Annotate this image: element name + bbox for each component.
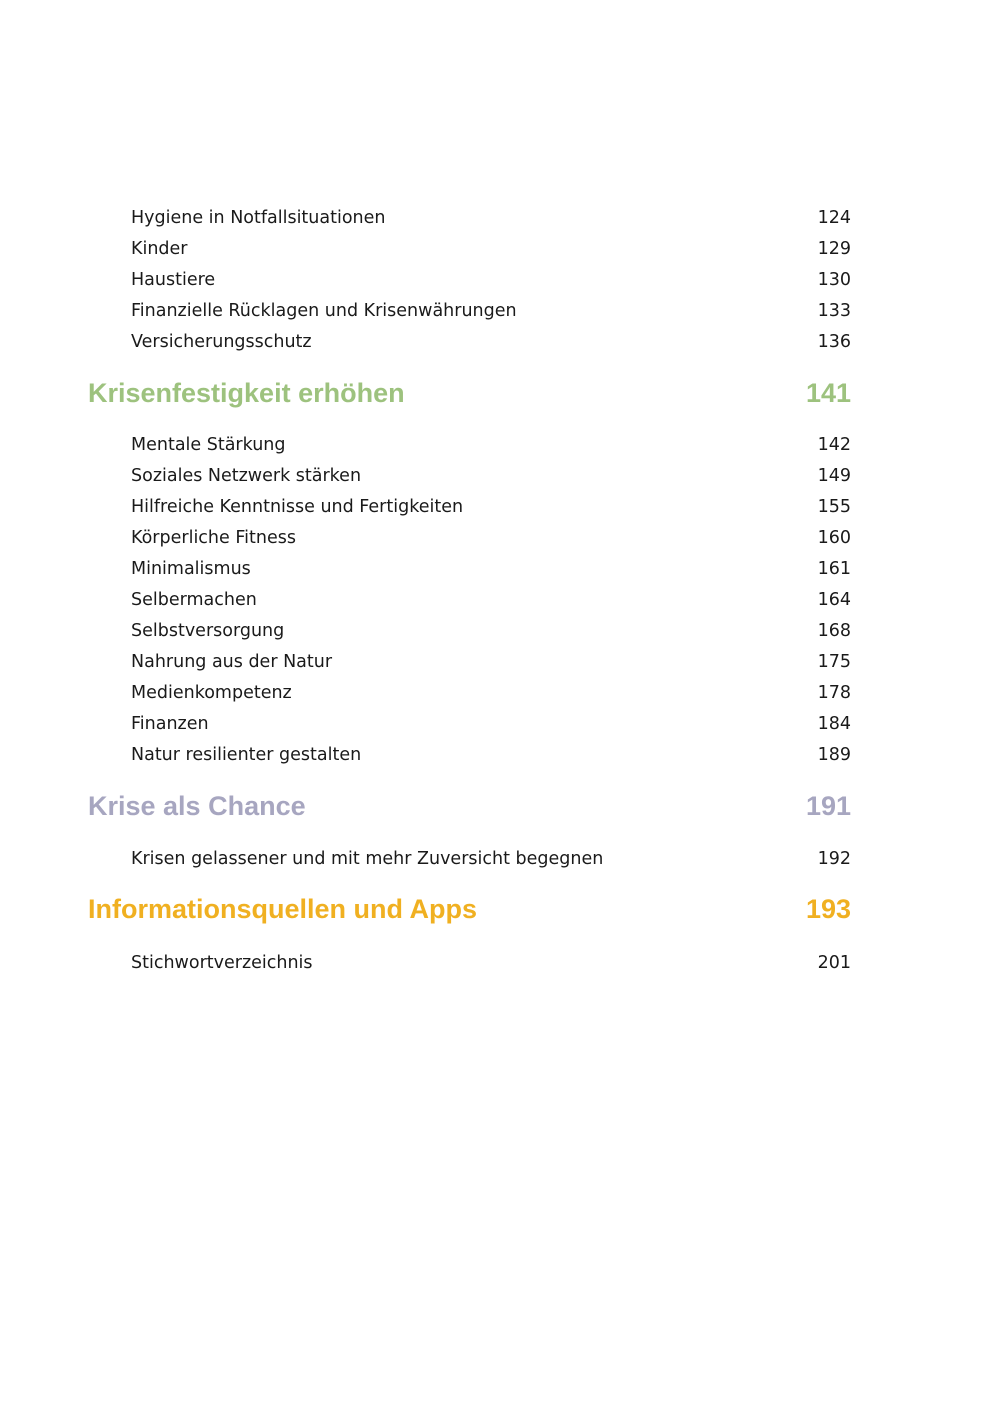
toc-section-page: 191: [805, 791, 851, 821]
toc-entry[interactable]: [88, 203, 851, 234]
toc-entry-page: 136: [817, 332, 851, 352]
toc-entry-page: 149: [817, 466, 851, 486]
toc-entry-title: Hilfreiche Kenntnisse und Fertigkeiten: [131, 497, 464, 517]
toc-entry[interactable]: [88, 844, 851, 875]
toc-entry-title: Krisen gelassener und mit mehr Zuversicht begegnen: [131, 849, 604, 869]
toc-entry[interactable]: [88, 327, 851, 358]
toc-entry-title: Haustiere: [131, 270, 216, 290]
toc-section-heading[interactable]: [88, 889, 851, 929]
toc-entry-page: 184: [817, 714, 851, 734]
toc-entry[interactable]: [88, 740, 851, 771]
toc-entry-page: 142: [817, 435, 851, 455]
toc-entry-title: Finanzen: [131, 714, 209, 734]
toc-section-page: 193: [805, 894, 851, 924]
toc-entry-page: 160: [817, 528, 851, 548]
toc-entry-page: 161: [817, 559, 851, 579]
toc-entry-title: Kinder: [131, 239, 188, 259]
toc-entry[interactable]: [88, 430, 851, 461]
toc-entry-title: Selbermachen: [131, 590, 257, 610]
toc-section-page: 141: [805, 378, 851, 408]
toc-entry-page: 129: [817, 239, 851, 259]
toc-entry[interactable]: [88, 265, 851, 296]
toc-entry-title: Natur resilienter gestalten: [131, 745, 362, 765]
toc-entry-page: 201: [817, 953, 851, 973]
toc-entry[interactable]: [88, 585, 851, 616]
toc-entry-page: 164: [817, 590, 851, 610]
toc-entry-title: Minimalismus: [131, 559, 251, 579]
toc-section-title: Informationsquellen und Apps: [88, 894, 477, 924]
toc-entry-page: 168: [817, 621, 851, 641]
toc-entry-title: Finanzielle Rücklagen und Krisenwährungen: [131, 301, 517, 321]
toc-section-title: Krise als Chance: [88, 791, 306, 821]
toc-entry-title: Medienkompetenz: [131, 683, 292, 703]
toc-entry-title: Soziales Netzwerk stärken: [131, 466, 362, 486]
toc-entry[interactable]: [88, 709, 851, 740]
toc-entry[interactable]: [88, 523, 851, 554]
toc-entry-title: Stichwortverzeichnis: [131, 953, 313, 973]
toc-entry[interactable]: [88, 492, 851, 523]
toc-entry[interactable]: [88, 647, 851, 678]
toc-entry-page: 130: [817, 270, 851, 290]
toc-entry[interactable]: [88, 554, 851, 585]
toc-entry-title: Mentale Stärkung: [131, 435, 286, 455]
toc-entry-title: Versicherungsschutz: [131, 332, 312, 352]
table-of-contents: [88, 203, 851, 979]
toc-entry-page: 192: [817, 849, 851, 869]
toc-entry[interactable]: [88, 296, 851, 327]
toc-entry[interactable]: [88, 234, 851, 265]
toc-entry-title: Selbstversorgung: [131, 621, 285, 641]
toc-entry[interactable]: [88, 678, 851, 709]
toc-entry-title: Hygiene in Notfallsituationen: [131, 208, 386, 228]
toc-section-title: Krisenfestigkeit erhöhen: [88, 378, 405, 408]
toc-entry-page: 178: [817, 683, 851, 703]
toc-entry-page: 133: [817, 301, 851, 321]
toc-entry-title: Nahrung aus der Natur: [131, 652, 333, 672]
toc-section-heading[interactable]: [88, 786, 851, 826]
toc-entry[interactable]: [88, 616, 851, 647]
toc-entry-page: 155: [817, 497, 851, 517]
toc-entry-page: 189: [817, 745, 851, 765]
toc-entry-page: 175: [817, 652, 851, 672]
toc-section-heading[interactable]: [88, 373, 851, 413]
toc-entry[interactable]: [88, 948, 851, 979]
toc-entry-title: Körperliche Fitness: [131, 528, 296, 548]
toc-entry-page: 124: [817, 208, 851, 228]
toc-entry[interactable]: [88, 461, 851, 492]
